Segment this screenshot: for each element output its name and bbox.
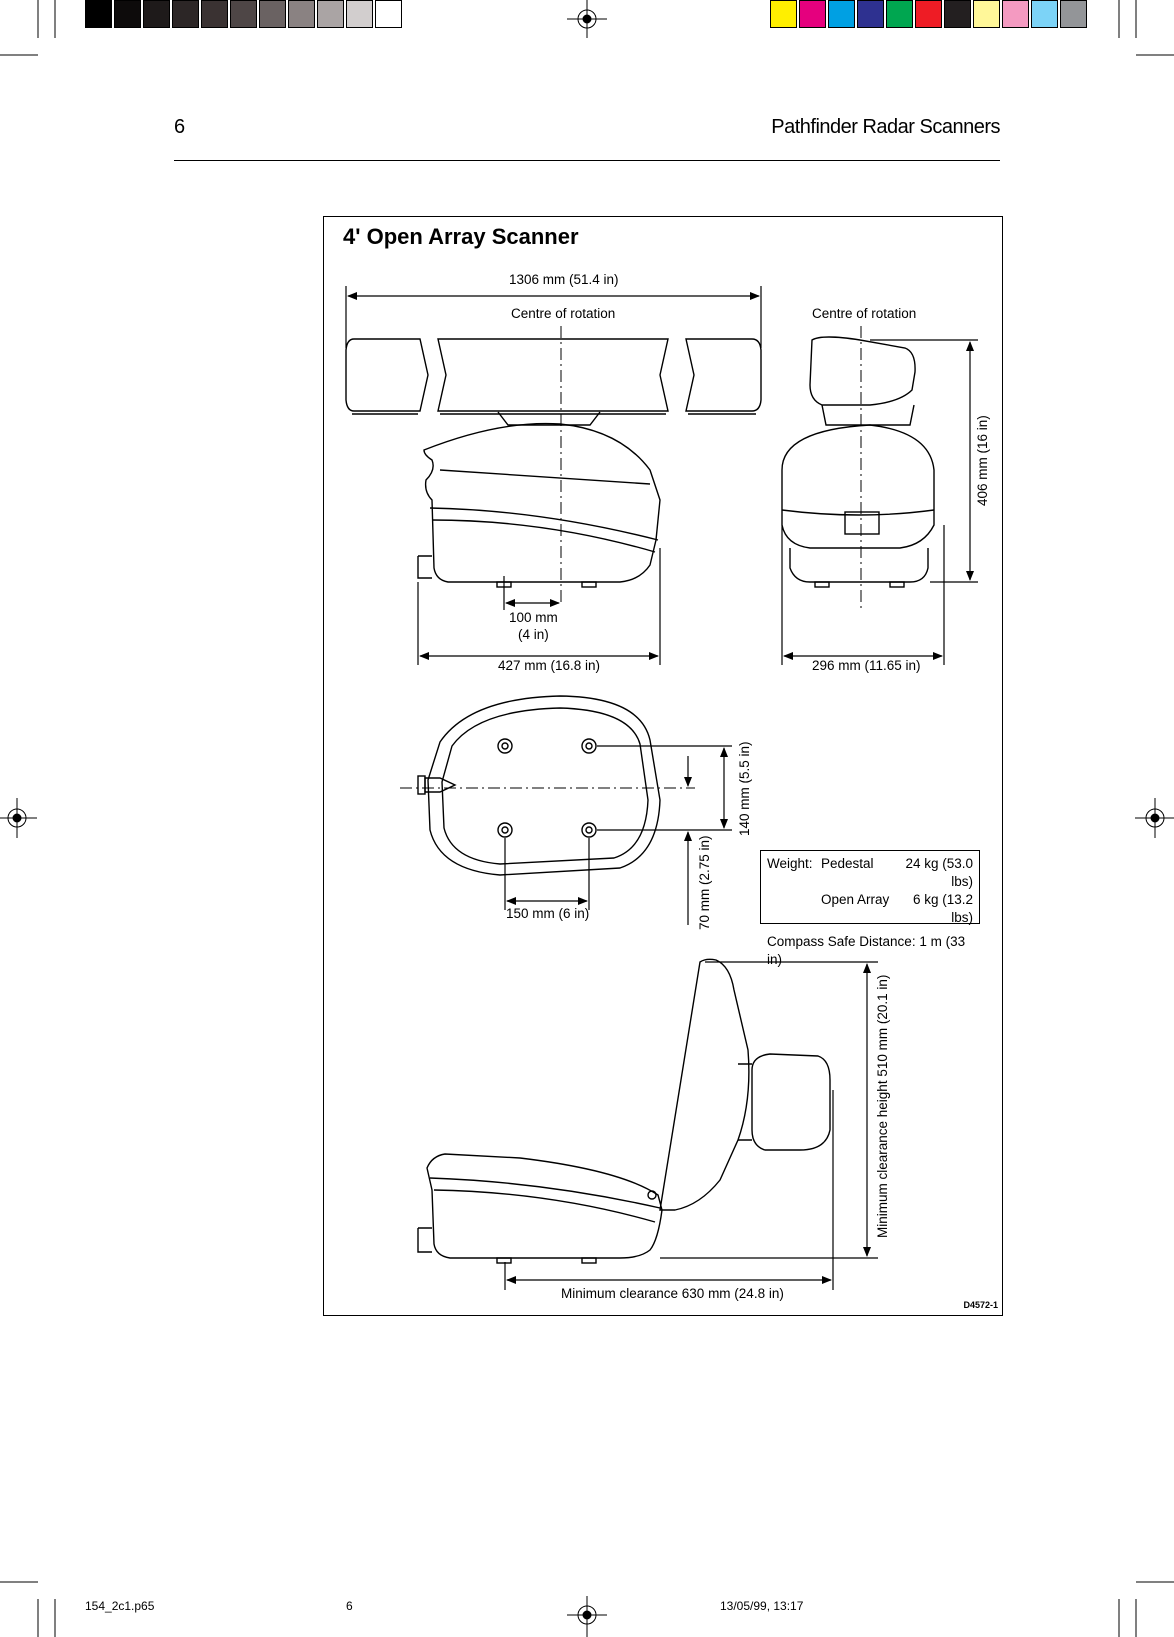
mounting-hole-icon (498, 739, 512, 753)
crosshair-left-icon (0, 798, 37, 838)
mounting-hole-icon (498, 823, 512, 837)
overall-width-label: 1306 mm (51.4 in) (509, 272, 619, 287)
base-width-label: 296 mm (11.65 in) (812, 658, 921, 673)
slug-page: 6 (346, 1599, 353, 1613)
crosshair-bottom-icon (567, 1596, 607, 1637)
base-length-label: 427 mm (16.8 in) (498, 658, 601, 673)
crosshair-right-icon (1135, 798, 1174, 838)
weight-label: Weight: (767, 856, 813, 871)
compass-safe-distance: Compass Safe Distance: 1 m (33 in) (767, 934, 966, 967)
pedestal-weight: 24 kg (53.0 lbs) (905, 856, 973, 889)
array-label: Open Array (821, 892, 890, 907)
centre-of-rotation-label: Centre of rotation (812, 306, 917, 321)
pedestal-label: Pedestal (821, 856, 874, 871)
figure-title: 4' Open Array Scanner (343, 224, 579, 249)
slug-filename: 154_2c1.p65 (85, 1599, 155, 1613)
centre-offset-label: 70 mm (2.75 in) (697, 835, 712, 930)
offset-label: 100 mm (509, 610, 558, 625)
pedestal-front-view (418, 412, 660, 587)
array-front-view (346, 339, 761, 414)
offset-label: (4 in) (518, 627, 549, 642)
specs-box (760, 850, 980, 967)
mounting-hole-icon (582, 823, 596, 837)
centre-of-rotation-label: Centre of rotation (511, 306, 616, 321)
clearance-height-label: Minimum clearance height 510 mm (20.1 in) (875, 974, 890, 1238)
page-number: 6 (174, 116, 186, 138)
base-plan-view (418, 696, 660, 875)
figure-code: D4572-1 (963, 1300, 998, 1310)
clearance-view (418, 959, 830, 1263)
mounting-hole-icon (582, 739, 596, 753)
height-label: 406 mm (16 in) (975, 415, 990, 506)
running-head: Pathfinder Radar Scanners (771, 116, 1000, 138)
crosshair-top-icon (567, 0, 607, 38)
array-weight: 6 kg (13.2 lbs) (912, 892, 973, 925)
pedestal-side-view (782, 337, 934, 587)
hole-spacing-x-label: 150 mm (6 in) (506, 906, 590, 921)
clearance-length-label: Minimum clearance 630 mm (24.8 in) (561, 1286, 784, 1301)
hole-spacing-y-label: 140 mm (5.5 in) (737, 741, 752, 836)
slug-date: 13/05/99, 13:17 (720, 1599, 804, 1613)
